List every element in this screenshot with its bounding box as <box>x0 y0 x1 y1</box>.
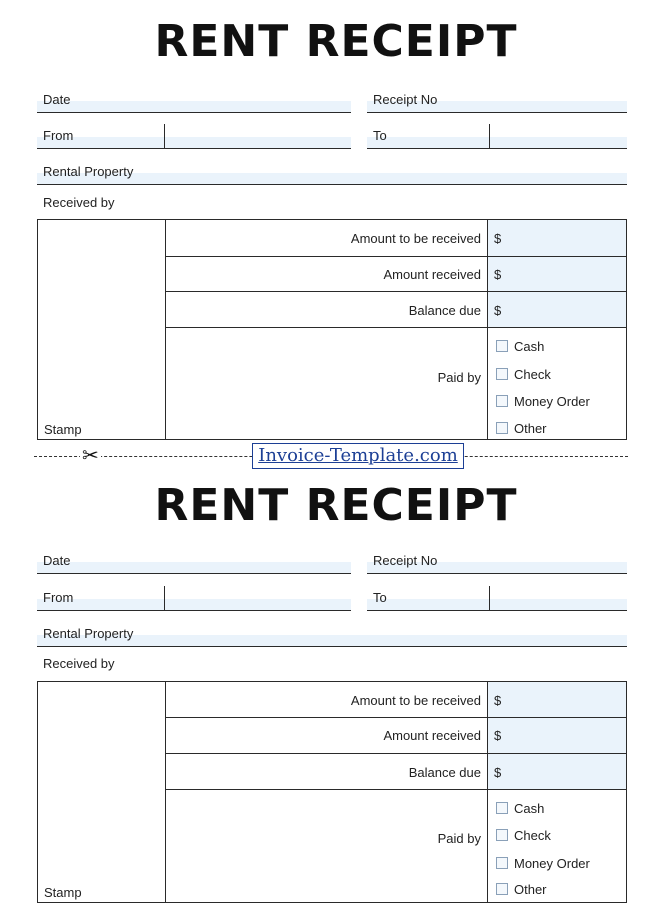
rental-property-field[interactable] <box>37 622 627 647</box>
to-field[interactable] <box>367 586 627 611</box>
from-field[interactable] <box>37 586 351 611</box>
balance-due-label: Balance due <box>408 303 481 318</box>
option-cash[interactable] <box>496 339 544 354</box>
option-label: Cash <box>514 801 545 816</box>
stamp-label: Stamp <box>44 885 82 900</box>
payment-method-options <box>487 790 626 902</box>
amount-to-be-received-label: Amount to be received <box>350 693 481 708</box>
field-divider <box>164 124 165 149</box>
currency-symbol: $ <box>494 267 502 282</box>
to-label: To <box>373 590 387 605</box>
receipt-no-label: Receipt No <box>373 92 438 107</box>
option-check[interactable] <box>496 828 551 843</box>
rental-property-label: Rental Property <box>43 626 134 641</box>
option-label: Other <box>514 421 547 436</box>
checkbox[interactable] <box>496 857 508 869</box>
from-label: From <box>43 128 74 143</box>
receipt-no-field[interactable] <box>367 88 627 113</box>
currency-symbol: $ <box>494 728 502 743</box>
stamp-label: Stamp <box>44 422 82 437</box>
scissors-icon: ✂ <box>82 445 99 467</box>
option-label: Other <box>514 882 547 897</box>
option-label: Check <box>514 828 551 843</box>
checkbox[interactable] <box>496 368 508 380</box>
amount-received-input[interactable] <box>487 718 626 753</box>
option-other[interactable] <box>496 421 547 436</box>
currency-symbol: $ <box>494 231 502 246</box>
amount-received-label: Amount received <box>383 267 481 282</box>
receipt-no-label: Receipt No <box>373 553 438 568</box>
to-field[interactable] <box>367 124 627 149</box>
paid-by-row <box>165 328 626 439</box>
currency-symbol: $ <box>494 765 502 780</box>
from-field[interactable] <box>37 124 351 149</box>
option-check[interactable] <box>496 367 551 382</box>
option-label: Money Order <box>514 856 590 871</box>
option-label: Money Order <box>514 394 590 409</box>
receipt-no-field[interactable] <box>367 549 627 574</box>
payment-table <box>37 681 627 903</box>
amount-received-row <box>165 257 626 292</box>
option-label: Cash <box>514 339 545 354</box>
payment-table <box>37 219 627 440</box>
amount-to-be-received-input[interactable] <box>487 682 626 717</box>
amount-to-be-received-row <box>165 220 626 257</box>
received-by-label: Received by <box>43 195 115 210</box>
rental-property-field[interactable] <box>37 160 627 185</box>
option-money-order[interactable] <box>496 394 590 409</box>
paid-by-row <box>165 790 626 902</box>
receipt-title: RENT RECEIPT <box>154 16 518 67</box>
checkbox[interactable] <box>496 395 508 407</box>
paid-by-label: Paid by <box>437 831 481 846</box>
balance-due-label: Balance due <box>408 765 481 780</box>
date-field[interactable] <box>37 88 351 113</box>
rental-property-label: Rental Property <box>43 164 134 179</box>
currency-symbol: $ <box>494 303 502 318</box>
amount-to-be-received-row <box>165 682 626 718</box>
amount-to-be-received-input[interactable] <box>487 220 626 256</box>
date-label: Date <box>43 92 71 107</box>
amount-to-be-received-label: Amount to be received <box>350 231 481 246</box>
field-divider <box>489 586 490 611</box>
field-divider <box>164 586 165 611</box>
paid-by-label: Paid by <box>437 370 481 385</box>
payment-method-options <box>487 328 626 439</box>
stamp-area[interactable] <box>38 220 166 439</box>
checkbox[interactable] <box>496 422 508 434</box>
to-label: To <box>373 128 387 143</box>
checkbox[interactable] <box>496 883 508 895</box>
option-cash[interactable] <box>496 801 544 816</box>
date-field[interactable] <box>37 549 351 574</box>
option-money-order[interactable] <box>496 856 590 871</box>
received-by-label: Received by <box>43 656 115 671</box>
option-label: Check <box>514 367 551 382</box>
date-label: Date <box>43 553 71 568</box>
amount-received-label: Amount received <box>383 728 481 743</box>
balance-due-input[interactable] <box>487 754 626 789</box>
checkbox[interactable] <box>496 829 508 841</box>
from-label: From <box>43 590 74 605</box>
checkbox[interactable] <box>496 340 508 352</box>
field-divider <box>489 124 490 149</box>
balance-due-row <box>165 754 626 790</box>
watermark-link[interactable]: Invoice-Template.com <box>252 443 464 469</box>
balance-due-row <box>165 292 626 328</box>
amount-received-row <box>165 718 626 754</box>
balance-due-input[interactable] <box>487 292 626 327</box>
option-other[interactable] <box>496 882 547 897</box>
currency-symbol: $ <box>494 693 502 708</box>
amount-received-input[interactable] <box>487 257 626 291</box>
checkbox[interactable] <box>496 802 508 814</box>
receipt-title: RENT RECEIPT <box>154 480 518 531</box>
stamp-area[interactable] <box>38 682 166 902</box>
